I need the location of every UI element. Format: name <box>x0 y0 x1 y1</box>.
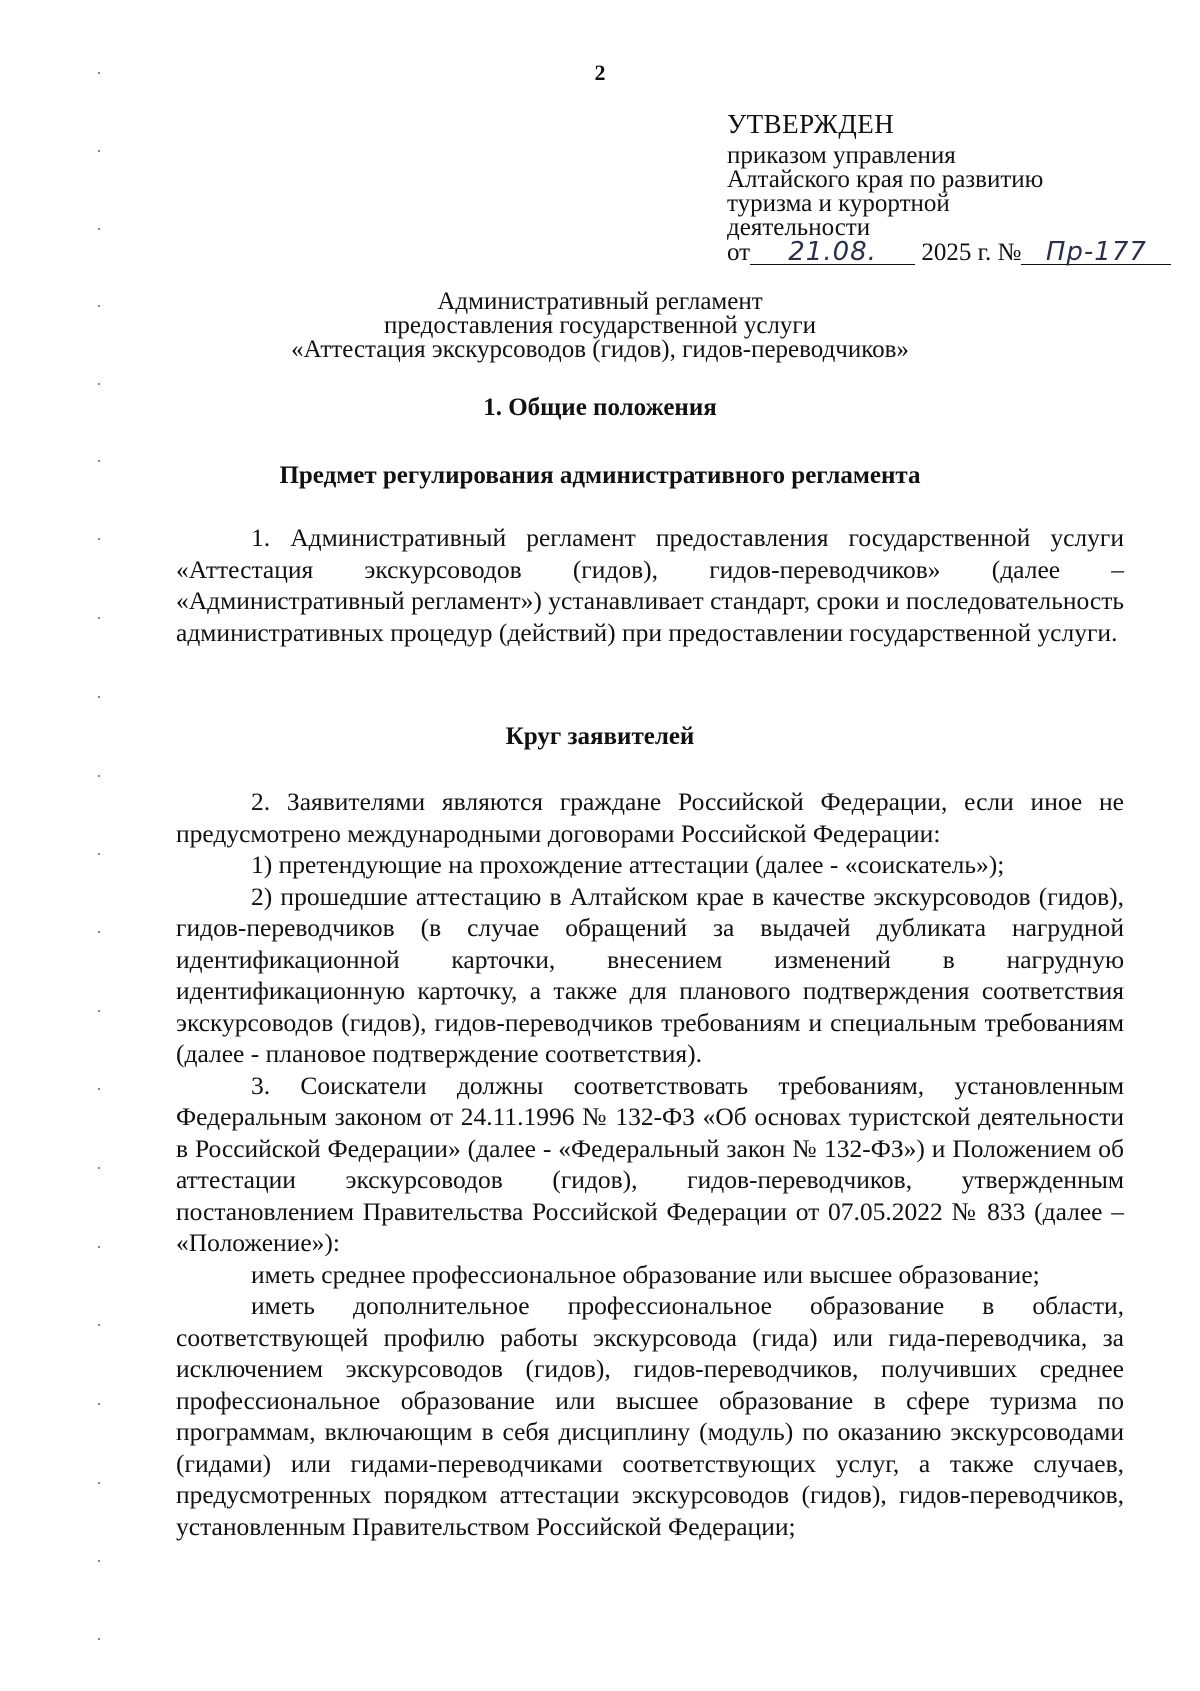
document-title <box>0 290 1200 362</box>
approval-line: туризма и курортной <box>727 190 950 217</box>
approval-line: приказом управления <box>727 142 956 169</box>
document-title-line: «Аттестация экскурсоводов (гидов), гидов-переводчиков» <box>291 336 909 363</box>
approval-stamp-block <box>727 109 1167 267</box>
text-block-subject <box>176 522 1124 648</box>
approval-line: деятельности <box>727 214 871 241</box>
approval-title: УТВЕРЖДЕН <box>727 109 895 139</box>
subsection-heading: Предмет регулирования административного регламента <box>279 462 921 489</box>
handwritten-order-number: Пр-177 <box>1021 240 1171 265</box>
approval-line: Алтайского края по развитию <box>727 166 1044 193</box>
text-block-applicants <box>176 786 1124 1542</box>
paragraph: иметь дополнительное профессиональное образование в области, соответствующей профилю работы экскурсовода (гида) или гида-переводчика, за исключением экскурсоводов (гидов), гидов-переводчиков, получивших среднее профессиональное образование или высшее образование в сфере туризма по программам, включающим в себя дисциплину (модуль) по оказанию экскурсоводами (гидами) или гидами-переводчиками соответствующих услуг, а также случаев, предусмотренных порядком аттестации экскурсоводов (гидов), гидов-переводчиков, установленным Правительством Российской Федерации; <box>176 1291 1124 1541</box>
handwritten-date: 21.08. <box>750 240 915 265</box>
document-title-line: Административный регламент <box>437 288 763 315</box>
date-prefix: от <box>727 239 751 266</box>
paragraph: 2) прошедшие аттестацию в Алтайском крае в качестве экскурсоводов (гидов), гидов-переводчиков (в случае обращений за выдачей дубликата нагрудной идентификационной карточки, внесением изменений в нагрудную идентификационную карточку, а также для планового подтверждения соответствия экскурсоводов (гидов), гидов-переводчиков требованиям и специальным требованиям (далее - плановое подтверждение соответствия). <box>176 881 1124 1068</box>
scan-margin-dots <box>98 0 104 1691</box>
paragraph: 2. Заявителями являются граждане Российской Федерации, если иное не предусмотрено международными договорами Российской Федерации: <box>176 787 1124 848</box>
approval-date-line <box>727 237 1167 267</box>
paragraph: 1. Административный регламент предоставления государственной услуги «Аттестация экскурсоводов (гидов), гидов-переводчиков» (далее – «Административный регламент») устанавливает стандарт, сроки и последовательность административных процедур (действий) при предоставлении государственной услуги. <box>176 523 1124 647</box>
paragraph: 3. Соискатели должны соответствовать требованиям, установленным Федеральным законом от 24.11.1996 № 132-ФЗ «Об основах туристской деятельности в Российской Федерации» (далее - «Федеральный закон № 132-ФЗ») и Положением об аттестации экскурсоводов (гидов), гидов-переводчиков, утвержденным постановлением Правительства Российской Федерации от 07.05.2022 № 833 (далее – «Положение»): <box>176 1070 1124 1257</box>
subsection-heading: Круг заявителей <box>505 723 695 750</box>
paragraph: иметь среднее профессиональное образование или высшее образование; <box>251 1259 1040 1289</box>
document-title-line: предоставления государственной услуги <box>383 312 817 339</box>
page-number: 2 <box>594 60 606 85</box>
number-prefix: № <box>997 239 1022 266</box>
approval-year: 2025 г. <box>921 239 992 266</box>
paragraph: 1) претендующие на прохождение аттестации (далее - «соискатель»); <box>251 850 1005 879</box>
section-heading: 1. Общие положения <box>483 394 717 421</box>
